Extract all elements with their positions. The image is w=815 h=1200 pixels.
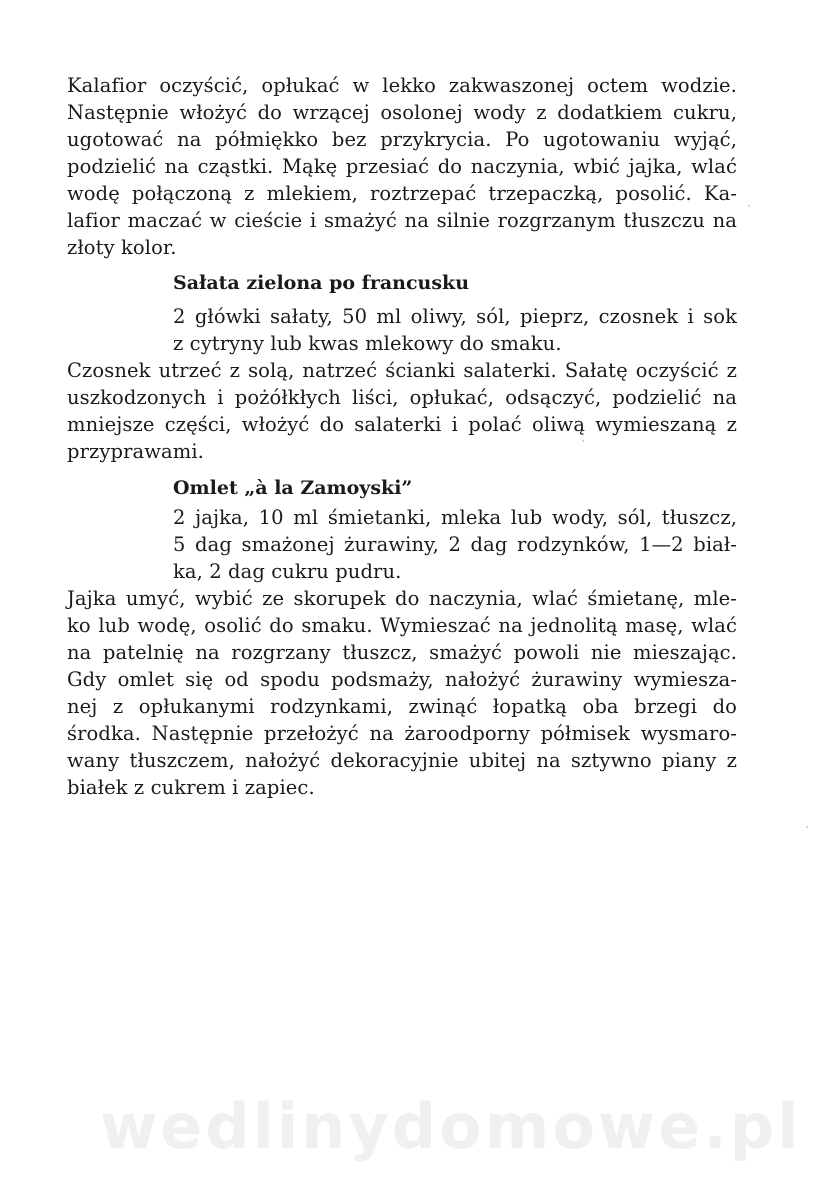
scan-speck <box>582 440 584 442</box>
text-line: przyprawami. <box>67 440 204 463</box>
watermark: wedlinydomowe.pl <box>100 1090 802 1163</box>
scan-speck <box>806 826 808 828</box>
text-line: wany tłuszczem, nałożyć dekoracyjnie ubitej na sztywno piany z <box>67 749 737 772</box>
ingredient-line: z cytryny lub kwas mlekowy do smaku. <box>173 332 562 355</box>
text-line: nej z opłukanymi rodzynkami, zwinąć łopatką oba brzegi do <box>67 695 737 718</box>
text-line: ugotować na półmiękko bez przykrycia. Po ugotowaniu wyjąć, <box>67 128 737 151</box>
text-line: mniejsze części, włożyć do salaterki i polać oliwą wymieszaną z <box>67 413 737 436</box>
text-line: Następnie włożyć do wrzącej osolonej wody z dodatkiem cukru, <box>67 101 737 124</box>
recipe-title: Sałata zielona po francusku <box>173 272 470 294</box>
text-line: ko lub wodę, osolić do smaku. Wymieszać na jednolitą masę, wlać <box>67 614 737 637</box>
text-line: Czosnek utrzeć z solą, natrzeć ścianki salaterki. Sałatę oczyścić z <box>67 359 737 382</box>
ingredient-line: 2 główki sałaty, 50 ml oliwy, sól, pieprz, czosnek i sok <box>173 305 737 328</box>
text-line: Kalafior oczyścić, opłukać w lekko zakwaszonej octem wodzie. <box>67 74 737 97</box>
text-line: wodę połączoną z mlekiem, roztrzepać trzepaczką, posolić. Ka- <box>67 182 737 205</box>
scan-speck <box>748 205 750 207</box>
text-line: na patelnię na rozgrzany tłuszcz, smażyć powoli nie mieszając. <box>67 641 737 664</box>
recipe-title: Omlet „à la Zamoyski” <box>173 477 413 499</box>
text-line: środka. Następnie przełożyć na żaroodporny półmisek wysmaro- <box>67 722 737 745</box>
ingredient-line: ka, 2 dag cukru pudru. <box>173 560 402 583</box>
text-line: Gdy omlet się od spodu podsmaży, nałożyć żurawiny wymiesza- <box>67 668 737 691</box>
text-line: białek z cukrem i zapiec. <box>67 776 315 799</box>
ingredient-line: 2 jajka, 10 ml śmietanki, mleka lub wody, sól, tłuszcz, <box>173 506 737 529</box>
text-line: podzielić na cząstki. Mąkę przesiać do naczynia, wbić jajka, wlać <box>67 155 737 178</box>
text-line: lafior maczać w cieście i smażyć na silnie rozgrzanym tłuszczu na <box>67 209 737 232</box>
text-line: uszkodzonych i pożółkłych liści, opłukać, odsączyć, podzielić na <box>67 386 737 409</box>
ingredient-line: 5 dag smażonej żurawiny, 2 dag rodzynków, 1—2 biał- <box>173 533 737 556</box>
text-line: złoty kolor. <box>67 236 177 259</box>
text-line: Jajka umyć, wybić ze skorupek do naczynia, wlać śmietanę, mle- <box>67 587 737 610</box>
